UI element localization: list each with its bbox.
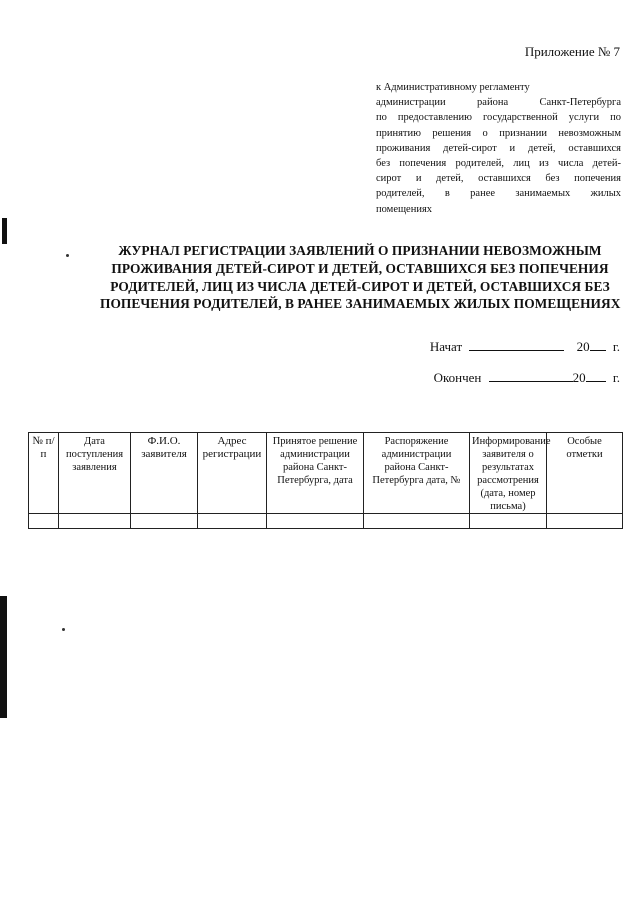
column-header-decision: Принятое решение администрации района Санкт-Петербурга, дата [267,433,364,514]
regulation-line: помещениях [376,203,433,215]
table-cell[interactable] [131,514,198,529]
scan-edge-mark-top [2,218,7,244]
regulation-line: принятию решения о признании невозможным [376,127,621,139]
column-header-notes: Особые отметки [547,433,623,514]
regulation-line: сирот и детей, оставшихся без попечения [376,173,621,185]
table-cell[interactable] [198,514,267,529]
table-cell[interactable] [547,514,623,529]
ended-label: Окончен [433,370,482,385]
regulation-line: без попечения родителей, лиц из числа детей- [376,158,621,170]
column-header-registration-address: Адрес регистрации [198,433,267,514]
year-suffix: г. [612,370,620,385]
year-suffix: г. [612,339,620,354]
regulation-line: родителей, в ранее занимаемых жилых [376,188,621,200]
title-line: ЖУРНАЛ РЕГИСТРАЦИИ ЗАЯВЛЕНИЙ О ПРИЗНАНИИ НЕВОЗМОЖНЫМ [118,243,602,258]
year-prefix: 20 [576,339,590,354]
journal-title [100,242,620,313]
appendix-number: Приложение № 7 [524,44,620,59]
started-date-line [420,338,620,355]
title-line: ПРОЖИВАНИЯ ДЕТЕЙ-СИРОТ И ДЕТЕЙ, ОСТАВШИХСЯ БЕЗ ПОПЕЧЕНИЯ [111,260,609,276]
table-cell[interactable] [267,514,364,529]
scan-speck [62,628,65,631]
ended-date-line [420,369,620,386]
regulation-line: к Административному регламенту [376,82,530,93]
table-cell[interactable] [29,514,59,529]
table-cell[interactable] [364,514,470,529]
table-cell[interactable] [59,514,131,529]
scan-edge-mark-bottom [0,596,7,718]
table-row [29,514,623,529]
column-header-receipt-date: Дата поступления заявления [59,433,131,514]
ended-year-blank[interactable] [586,369,606,382]
year-prefix: 20 [572,370,586,385]
column-header-applicant-name: Ф.И.О. заявителя [131,433,198,514]
registration-journal-table [28,432,623,529]
table-cell[interactable] [470,514,547,529]
title-line: РОДИТЕЛЕЙ, ЛИЦ ИЗ ЧИСЛА ДЕТЕЙ-СИРОТ И ДЕТЕЙ, ОСТАВШИХСЯ БЕЗ [110,278,610,294]
column-header-informing: Информирование заявителя о результатах рассмотрения (дата, номер письма) [470,433,547,514]
table-header-row [29,433,623,514]
regulation-line: проживания детей-сирот и детей, оставшихся [376,142,621,154]
ended-date-blank[interactable] [489,369,573,382]
started-date-blank[interactable] [469,338,564,351]
column-header-order: Распоряжение администрации района Санкт-Петербурга дата, № [364,433,470,514]
column-header-number: № п/п [29,433,59,514]
started-label: Начат [429,339,463,354]
regulation-line: по предоставлению государственной услуги по [376,112,621,124]
scan-speck [66,254,69,257]
regulation-reference [376,80,621,217]
title-line: ПОПЕЧЕНИЯ РОДИТЕЛЕЙ, В РАНЕЕ ЗАНИМАЕМЫХ ЖИЛЫХ ПОМЕЩЕНИЯХ [100,296,621,312]
regulation-line: администрации района Санкт-Петербурга [376,97,621,109]
started-year-blank[interactable] [590,338,606,351]
